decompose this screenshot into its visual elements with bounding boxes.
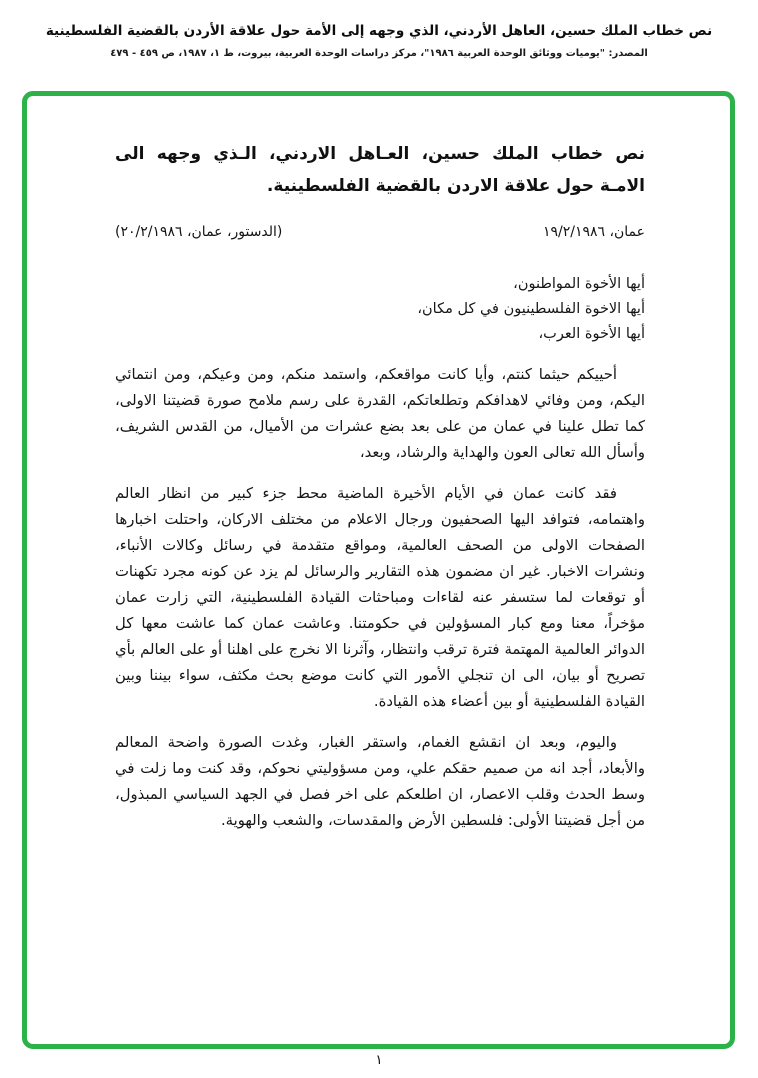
header-source-citation: المصدر: "يوميات ووثائق الوحدة العربية ١٩٨٦"، مركز دراسات الوحدة العربية، بيروت، ط ١، ١٩٨٧، ص ٤٥٩ - ٤٧٩ [110,47,648,59]
paragraph-greeting: أحييكم حيثما كنتم، وأيا كانت مواقعكم، واستمد منكم، ومن وعيكم، ومن انتمائي اليكم، ومن وفائي لاهدافكم وتطلعاتكم، القدرة على رسم ملامح صورة قضيتنا الاولى، كما تطل علينا في عمان من على بعد بضع عشرات من الأميال، من القدس الشريف، وأسأل الله تعالى العون والهداية والرشاد، وبعد، [115,366,645,461]
page-footer [0,1052,758,1068]
dateline-place-date: عمان، ١٩/٢/١٩٨٦ [542,224,645,240]
page-header [10,22,748,59]
salutation-line-arabs: أيها الأخوة العرب، [538,326,645,342]
dateline [115,224,645,240]
paragraph-today: واليوم، وبعد ان انقشع الغمام، واستقر الغبار، وغدت الصورة واضحة المعالم والأبعاد، أجد انه من صميم حقكم علي، ومن مسؤوليتي نحوكم، وقد كنت وما زلت في وسط الحدث وقلب الاعصار، ان اطلعكم على اخر فصل في الجهد السياسي المبذول، من أجل قضيتنا الأولى: فلسطين الأرض والمقدسات، والشعب والهوية. [115,734,645,829]
salutation-line-palestinians: أيها الاخوة الفلسطينيون في كل مكان، [417,301,645,317]
dateline-publication: (الدستور، عمان، ٢٠/٢/١٩٨٦) [115,224,283,240]
salutation-line-citizens: أيها الأخوة المواطنون، [513,276,645,292]
salutations [115,272,645,347]
page-number: ١ [375,1052,383,1068]
document-body [27,96,730,834]
header-title: نص خطاب الملك حسين، العاهل الأردني، الذي وجهه إلى الأمة حول علاقة الأردن بالقضية الفلسطينية [45,23,713,39]
document-title: نص خطاب الملك حسين، العـاهل الاردني، الـذي وجهه الى الامـة حول علاقة الاردن بالقضية الفلسطينية. [115,144,645,196]
document-frame [22,91,735,1049]
paragraph-amman-news: فقد كانت عمان في الأيام الأخيرة الماضية محط جزء كبير من انظار العالم واهتمامه، فتوافد اليها الصحفيون ورجال الاعلام من مختلف الاركان، واحتلت اخبارها الصفحات الاولى من الصحف العالمية، ومواقع متقدمة في رسائل وكالات الأنباء، ونشرات الاخبار. غير ان مضمون هذه التقارير والرسائل لم يزد عن كونه مجرد تكهنات أو توقعات لما ستسفر عنه لقاءات ومباحثات القيادة الفلسطينية، التي زارت عمان مؤخراً، معنا ومع كبار المسؤولين في حكومتنا. وعاشت عمان كما عاشت معها كل الدوائر العالمية المهتمة فترة ترقب وانتظار، وآثرنا الا نخرج على اهلنا أو على العالم بأي تصريح أو بيان، الى ان تنجلي الأمور التي كانت موضع بحث مكثف، سواء بيننا وبين القيادة الفلسطينية أو بين أعضاء هذه القيادة. [115,485,645,710]
